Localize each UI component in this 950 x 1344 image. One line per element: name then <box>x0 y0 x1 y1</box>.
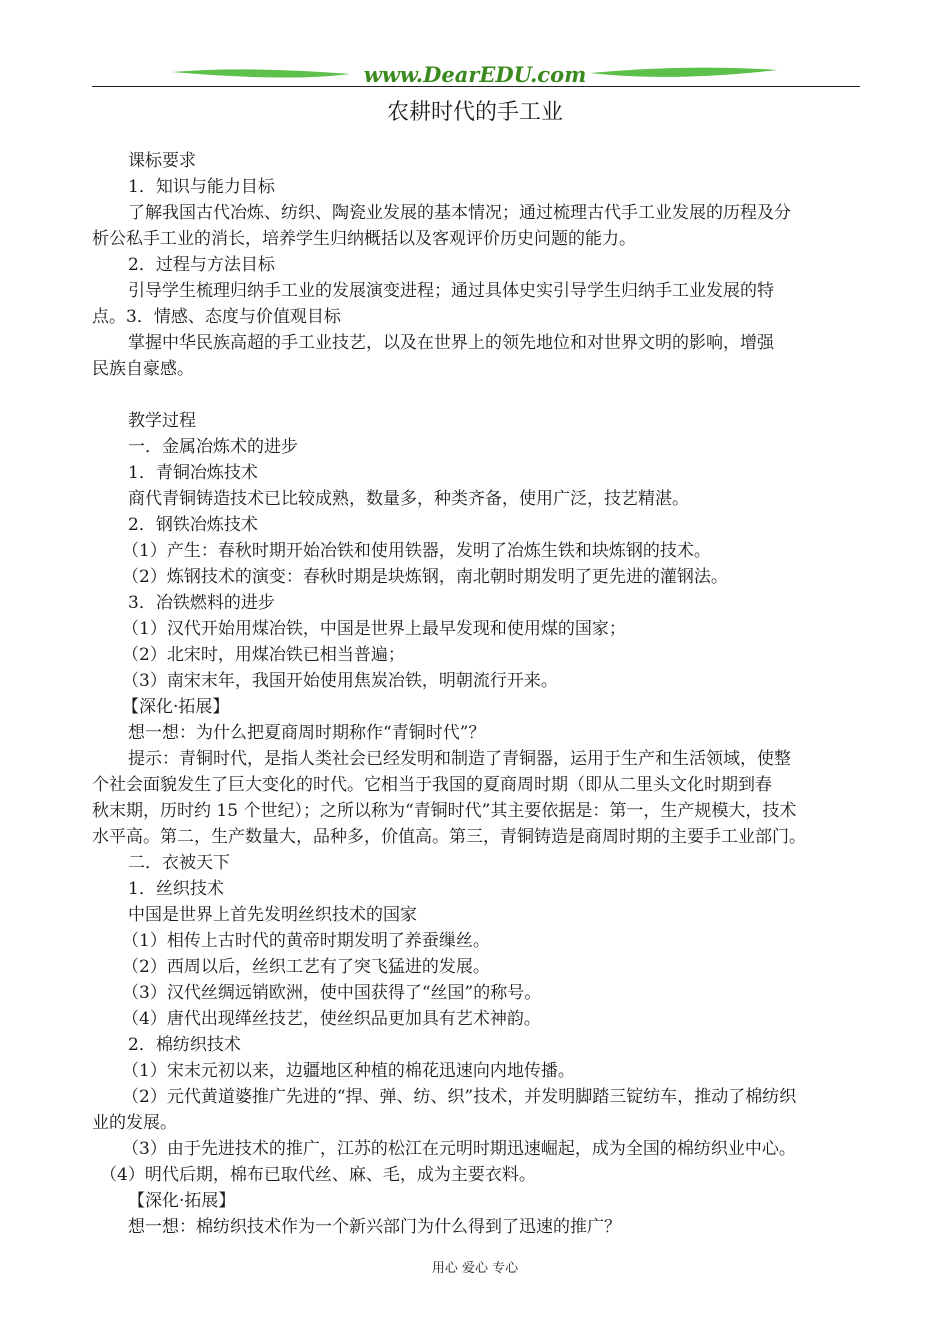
text-line: （1）产生：春秋时期开始冶铁和使用铁器，发明了冶炼生铁和块炼钢的技术。 <box>122 541 711 561</box>
text-line: 1．青铜冶炼技术 <box>128 463 258 483</box>
text-line: （4）唐代出现缂丝技艺，使丝织品更加具有艺术神韵。 <box>122 1009 541 1029</box>
text-line: 3．冶铁燃料的进步 <box>128 593 275 613</box>
text-line: 教学过程 <box>128 411 196 431</box>
text-line: 秋末期，历时约 15 个世纪）；之所以称为“青铜时代”其主要依据是：第一，生产规模大，技术 <box>92 801 797 821</box>
text-line: （1）宋末元初以来，边疆地区种植的棉花迅速向内地传播。 <box>122 1061 575 1081</box>
text-line: （2）炼钢技术的演变：春秋时期是块炼钢，南北朝时期发明了更先进的灌钢法。 <box>122 567 728 587</box>
text-line: （3）由于先进技术的推广，江苏的松江在元明时期迅速崛起，成为全国的棉纺织业中心。 <box>122 1139 796 1159</box>
left-swoosh <box>172 69 350 77</box>
text-line: 1．丝织技术 <box>128 879 224 899</box>
text-line: 【深化·拓展】 <box>122 697 230 717</box>
text-line: （1）相传上古时代的黄帝时期发明了养蚕缫丝。 <box>122 931 490 951</box>
text-line: 中国是世界上首先发明丝织技术的国家 <box>128 905 417 925</box>
text-line: 1．知识与能力目标 <box>128 177 275 197</box>
dearedu-logo <box>170 60 780 94</box>
text-line: 引导学生梳理归纳手工业的发展演变进程；通过具体史实引导学生归纳手工业发展的特 <box>128 281 774 301</box>
text-line: 想一想：棉纺织技术作为一个新兴部门为什么得到了迅速的推广？ <box>128 1217 621 1237</box>
text-line: （2）元代黄道婆推广先进的“捍、弹、纺、织”技术，并发明脚踏三锭纺车，推动了棉纺织 <box>122 1087 797 1107</box>
text-line: 课标要求 <box>128 151 196 171</box>
text-line: 二．衣被天下 <box>128 853 230 873</box>
text-line: 民族自豪感。 <box>92 359 194 379</box>
text-line: 商代青铜铸造技术已比较成熟，数量多，种类齐备，使用广泛，技艺精湛。 <box>128 489 689 509</box>
text-line: 2．过程与方法目标 <box>128 255 275 275</box>
header-rule <box>92 86 860 87</box>
text-line: 想一想：为什么把夏商周时期称作“青铜时代”？ <box>128 723 486 743</box>
right-swoosh <box>590 68 778 77</box>
text-line: 业的发展。 <box>92 1113 177 1133</box>
text-line: 提示：青铜时代，是指人类社会已经发明和制造了青铜器，运用于生产和生活领域，使整 <box>128 749 791 769</box>
text-line: （4）明代后期，棉布已取代丝、麻、毛，成为主要衣料。 <box>100 1165 536 1185</box>
text-line: 水平高。第二，生产数量大，品种多，价值高。第三，青铜铸造是商周时期的主要手工业部门。 <box>92 827 806 847</box>
text-line: （3）汉代丝绸远销欧洲，使中国获得了“丝国”的称号。 <box>122 983 542 1003</box>
document-body <box>92 148 862 1240</box>
text-line: （2）北宋时，用煤冶铁已相当普遍； <box>122 645 405 665</box>
text-line: （3）南宋末年，我国开始使用焦炭冶铁，明朝流行开来。 <box>122 671 558 691</box>
text-line: 一．金属冶炼术的进步 <box>128 437 298 457</box>
page-title: 农耕时代的手工业 <box>386 100 563 125</box>
text-line: 2．钢铁冶炼技术 <box>128 515 258 535</box>
text-line: 2．棉纺织技术 <box>128 1035 241 1055</box>
text-line: 析公私手工业的消长，培养学生归纳概括以及客观评价历史问题的能力。 <box>92 229 636 249</box>
text-line: 个社会面貌发生了巨大变化的时代。它相当于我国的夏商周时期（即从二里头文化时期到春 <box>92 775 772 795</box>
text-line: 点。3．情感、态度与价值观目标 <box>92 307 341 327</box>
text-line: 掌握中华民族高超的手工业技艺，以及在世界上的领先地位和对世界文明的影响，增强 <box>128 333 774 353</box>
page-footer: 用心 爱心 专心 <box>431 1261 519 1276</box>
logo-text: www.DearEDU.com <box>363 62 587 87</box>
text-line: （2）西周以后，丝织工艺有了突飞猛进的发展。 <box>122 957 490 977</box>
text-line: 【深化·拓展】 <box>128 1191 236 1211</box>
text-line: 了解我国古代冶炼、纺织、陶瓷业发展的基本情况；通过梳理古代手工业发展的历程及分 <box>128 203 791 223</box>
blank-line <box>92 382 862 408</box>
text-line: （1）汉代开始用煤冶铁，中国是世界上最早发现和使用煤的国家； <box>122 619 626 639</box>
